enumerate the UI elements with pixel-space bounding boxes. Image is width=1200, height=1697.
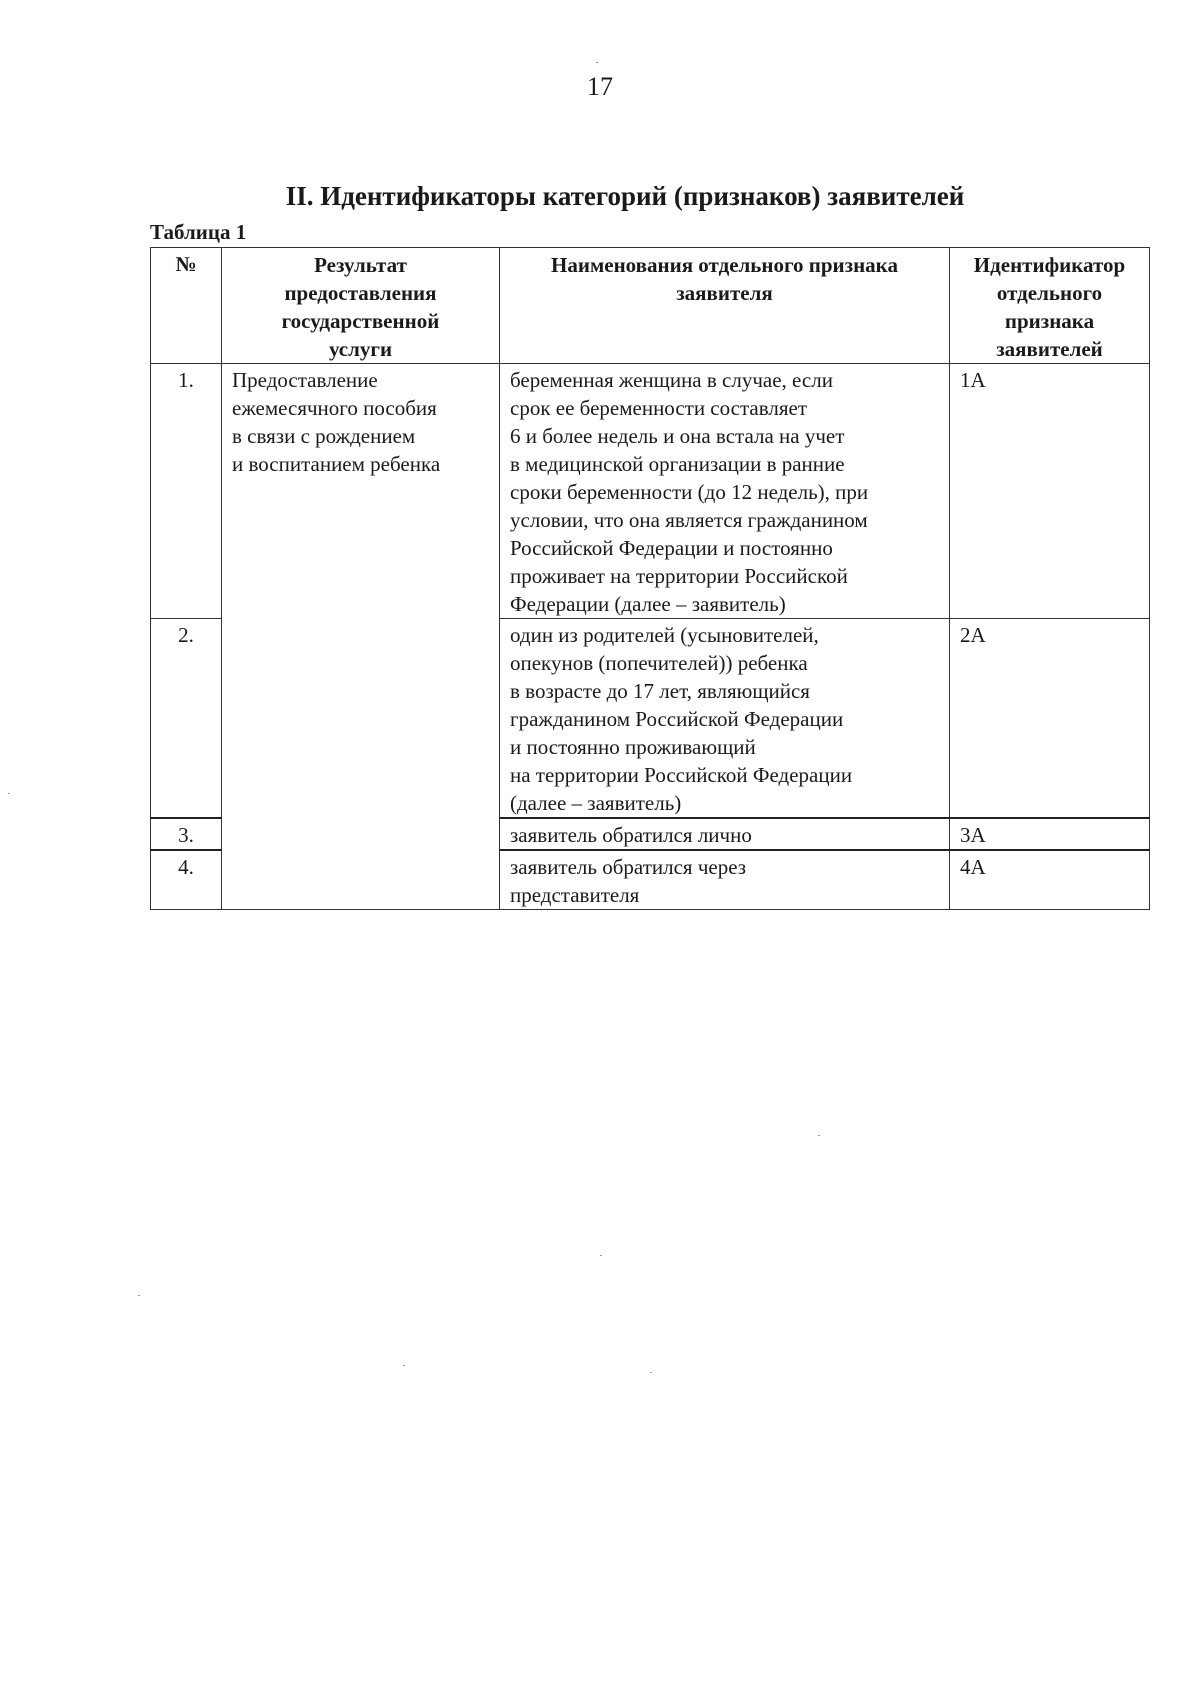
table-caption: Таблица 1 <box>150 220 247 244</box>
header-identifier: Идентификатор отдельного признака заявителей <box>950 248 1150 364</box>
applicant-identifiers-table <box>150 247 1150 910</box>
identifier-cell: 3А <box>950 818 1150 850</box>
header-result: Результат предоставления государственной услуги <box>222 248 500 364</box>
scan-speck <box>8 793 10 794</box>
row-number: 3. <box>151 818 222 850</box>
table-row <box>151 364 1150 619</box>
applicant-attribute-cell: заявитель обратился через представителя <box>500 850 950 910</box>
scan-speck <box>818 1135 820 1136</box>
applicant-attribute-cell: один из родителей (усыновителей, опекунов (попечителей)) ребенка в возрасте до 17 лет, являющийся гражданином Российской Федерации и постоянно проживающий на территории Российской Федерации (далее – заявитель) <box>500 619 950 819</box>
row-number: 1. <box>151 364 222 619</box>
table-header-row <box>151 248 1150 364</box>
row-number: 2. <box>151 619 222 819</box>
identifier-cell: 4А <box>950 850 1150 910</box>
scan-speck <box>650 1372 652 1373</box>
row-number: 4. <box>151 850 222 910</box>
applicant-attribute-cell: заявитель обратился лично <box>500 818 950 850</box>
identifier-cell: 1А <box>950 364 1150 619</box>
header-num: № <box>151 248 222 364</box>
identifier-cell: 2А <box>950 619 1150 819</box>
scan-speck <box>138 1295 140 1296</box>
page-number: 17 <box>587 72 613 101</box>
scan-speck <box>403 1365 405 1366</box>
applicant-attribute-cell: беременная женщина в случае, если срок ее беременности составляет 6 и более недель и она встала на учет в медицинской организации в ранние сроки беременности (до 12 недель), при условии, что она является гражданином Российской Федерации и постоянно проживает на территории Российской Федерации (далее – заявитель) <box>500 364 950 619</box>
section-title: II. Идентификаторы категорий (признаков) заявителей <box>285 181 965 211</box>
scan-speck <box>600 1255 602 1256</box>
header-name: Наименования отдельного признака заявителя <box>500 248 950 364</box>
service-result-cell: Предоставление ежемесячного пособия в связи с рождением и воспитанием ребенка <box>222 364 500 910</box>
scan-speck <box>596 62 598 63</box>
